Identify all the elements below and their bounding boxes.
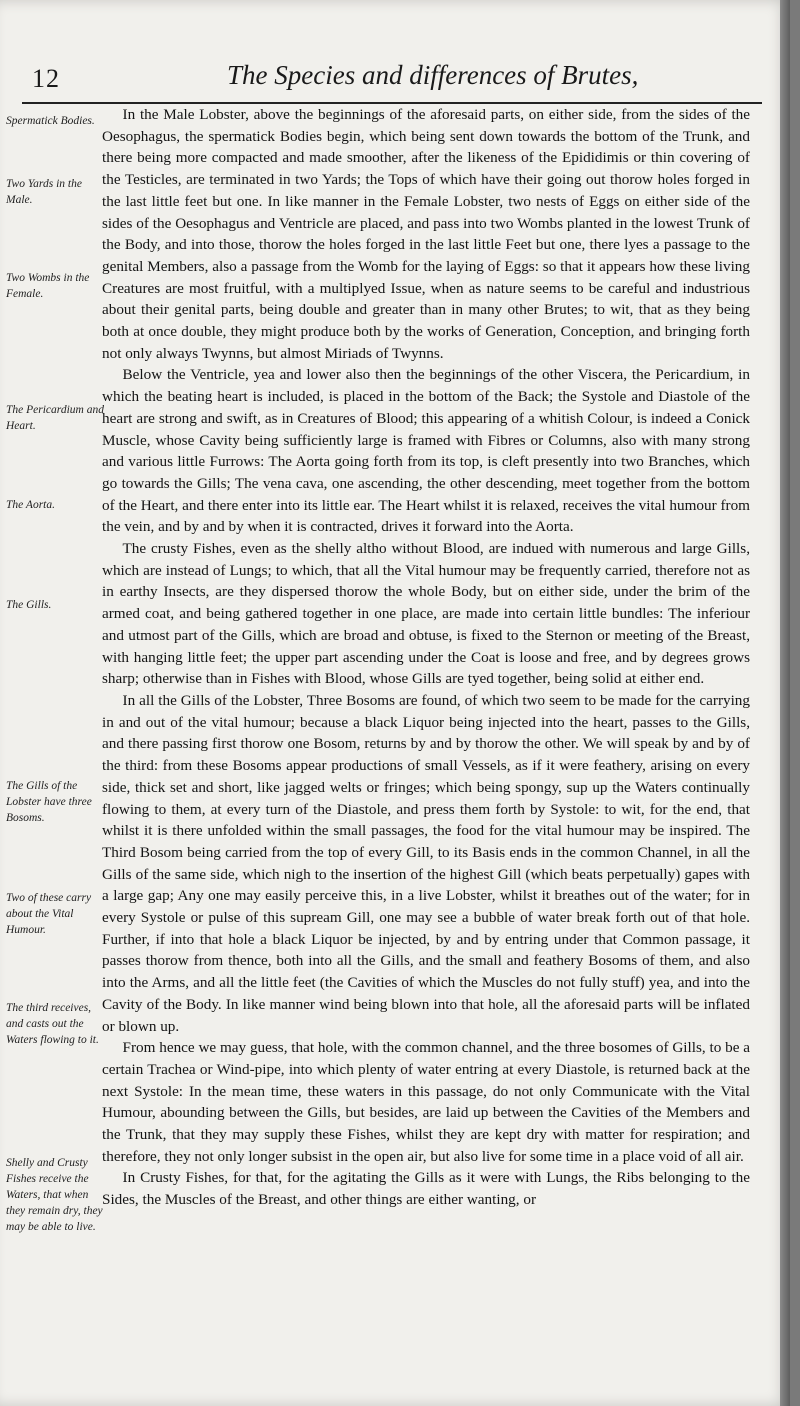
margin-note-aorta: The Aorta. <box>6 499 55 511</box>
margin-note-two-yards: Two Yards in the Male. <box>6 178 82 206</box>
margin-note-spermatick-bodies: Spermatick Bodies. <box>6 115 95 127</box>
paragraph-trachea: From hence we may guess, that hole, with the common channel, and the three bosomes of Gills, to be a certain Trachea or Wind-pipe, into which plenty of water entring at every Diastole, is returned back at the next Systole: In the mean time, these waters in this passage, do not only Communicate with the Vital Humour, abounding between the Gills, but besides, are laid up between the Cavities of the Members and the Trunk, that they may supply these Fishes, whilst they are kept dry with matter for respiration; and therefore, they not only longer subsist in the open air, but also live for some time in a place void of all air. <box>102 1039 750 1165</box>
paragraph-gills: The crusty Fishes, even as the shelly altho without Blood, are indued with numerous and large Gills, which are instead of Lungs; to which, that all the Vital humour may be frequently carried, therefore not as in earthy Insects, are they dispersed thorow the whole Body, but on either side, under the brim of the armed coat, and being gathered together in one place, are made into certain little bundles: The inferiour and utmost part of the Gills, which are broad and obtuse, is fixed to the Sternon or meeting of the Breast, with hanging little feet; the upper part ascending under the Coat is loose and free, and by degrees grows sharp; otherwise than in Fishes with Blood, whose Gills are tyed together, being solid at either end. <box>102 540 750 688</box>
paragraph-heart: Below the Ventricle, yea and lower also then the beginnings of the other Viscera, the Pericardium, in which the beating heart is included, is placed in the bottom of the Back; the Systole and Diastole of the heart are strong and swift, as in Creatures of Blood; this appearing of a whitish Colour, is indeed a Conick Muscle, whose Cavity being sufficiently large is framed with Fibres or Columns, also with many strong and various little Furrows: The Aorta going forth from its top, is cleft presently into two Branches, which go towards the Gills; The vena cava, one ascending, the other descending, meet together from the bottom of the Heart, and there enter into its little ear. The Heart whilst it is relaxed, receives the vital humour from the vein, and by and by when it is contracted, drives it forward into the Aorta. <box>102 366 750 536</box>
margin-note-pericardium: The Pericardium and Heart. <box>6 404 104 432</box>
page-header <box>22 58 762 104</box>
margin-note-three-bosoms: The Gills of the Lobster have three Bosoms. <box>6 780 92 824</box>
margin-note-two-wombs: Two Wombs in the Female. <box>6 272 90 300</box>
paragraph-crusty-fishes: In Crusty Fishes, for that, for the agitating the Gills as it were with Lungs, the Ribs belonging to the Sides, the Muscles of the Breast, and other things are either wanting, or <box>102 1169 750 1209</box>
running-title: The Species and differences of Brutes, <box>227 60 639 90</box>
margin-note-shelly-fishes: Shelly and Crusty Fishes receive the Waters, that when they remain dry, they may be able to live. <box>6 1157 103 1233</box>
margin-note-gills: The Gills. <box>6 599 52 611</box>
page-number: 12 <box>32 64 60 93</box>
body-text <box>102 104 750 1211</box>
paragraph-three-bosoms: In all the Gills of the Lobster, Three Bosoms are found, of which two seem to be made for the carrying in and out of the vital humour; because a black Liquor being injected into the heart, passes to the Gills, and there passing first thorow one Bosom, returns by and by thorow the other. We will speak by and by of the third: from these Bosoms appear productions of small Vessels, as if it were feathery, arising on every side, thick set and short, like jagged welts or fringes; which being spongy, sup up the Waters continually flowing to them, at every turn of the Diastole, and press them forth by Systole: to wit, for the end, that whilst it is there unfolded within the small passages, the food for the vital humour may be inspired. The Third Bosom being carried from the top of every Gill, to its Basis ends in the common Channel, in all the Gills of the same side, which nigh to the insertion of the highest Gill (which beats perpetually) gapes with a large gap; Any one may easily perceive this, in a live Lobster, whilst it breathes out of the water; for in every Systole or pulse of this supream Gill, one may see a bubble of water break forth out of that hole. Further, if into that hole a black Liquor be injected, by and by entring under that Common passage, it passes thorow from thence, both into all the Gills, and the small and feathery Bosoms of them, and also into the Arms, and all the little feet (the Cavities of which the Muscles do not fully stuff) yea, and into the Cavity of the Body. In like manner wind being blown into that hole, all the aforesaid parts will be inflated or blown up. <box>102 691 750 1035</box>
margin-note-third-receives: The third receives, and casts out the Waters flowing to it. <box>6 1002 99 1046</box>
page-edge-shadow <box>780 0 790 1406</box>
paragraph-generation: In the Male Lobster, above the beginnings of the aforesaid parts, on either side, from the sides of the Oesophagus, the spermatick Bodies begin, which being sent down towards the bottom of the Trunk, and there being more compacted and made smoother, after the likeness of the Epididimis or thin covering of the Testicles, are terminated in two Yards; the Tops of which have their going out thorow holes forged in the last little feet but one. In like manner in the Female Lobster, two nests of Eggs on either side of the sides of the Oesophagus and Ventricle are placed, and pass into two Wombs planted in the lowest Trunk of the Body, and into those, thorow the holes forged in the last little Feet but one, there lyes a passage to the genital Members, also a passage from the Womb for the laying of Eggs: so that it appears how these living Creatures are most fruitful, with a multiplyed Issue, when as nature seems to be careful and industrious about their genital parts, being double and greater than in many other Brutes; to wit, that as they being both at once double, they might produce both by the works of Generation, Conception, and bringing forth not only always Twynns, but almost Miriads of Twynns. <box>102 106 750 362</box>
margin-note-vital-humour: Two of these carry about the Vital Humour. <box>6 892 92 936</box>
